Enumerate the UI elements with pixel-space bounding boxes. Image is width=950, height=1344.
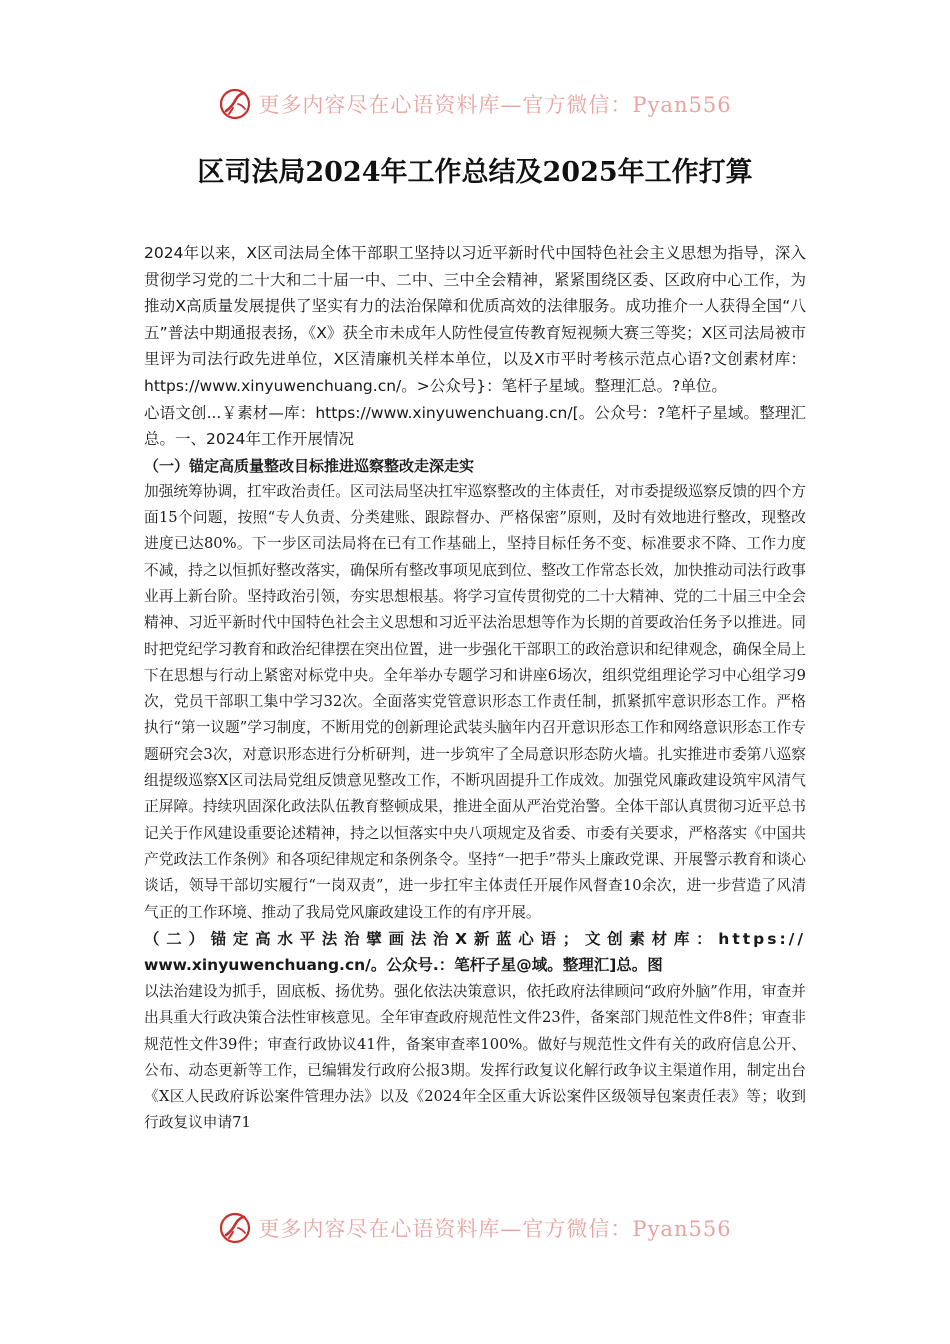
watermark-banner-top [0,84,950,124]
intro-paragraph-continued: 心语文创...￥素材—库：https://www.xinyuwenchuang.cn/[。公众号：?笔杆子星域。整理汇总。一、2024年工作开展情况 [144,403,806,449]
watermark-text: 更多内容尽在心语资料库—官方微信：Pyan556 [258,93,732,117]
section-heading-2 [144,926,806,979]
section-heading-1: （一）锚定高质量整改目标推进巡察整改走深走实 [144,456,475,475]
watermark-banner-bottom [0,1208,950,1248]
document-body [144,240,806,1137]
watermark-text: 更多内容尽在心语资料库—官方微信：Pyan556 [258,1217,732,1241]
section-heading-2-line-2: www.xinyuwenchuang.cn/。公众号.：笔杆子星@域。整理汇]总。图 [144,956,663,975]
section-1-paragraph: 加强统筹协调，扛牢政治责任。区司法局坚决扛牢巡察整改的主体责任，对市委提级巡察反馈的四个方面15个问题，按照“专人负责、分类建账、跟踪督办、严格保密”原则，及时有效地进行整改，现整改进度已达80%。下一步区司法局将在已有工作基础上，坚持目标任务不变、标准要求不降、工作力度不减，持之以恒抓好整改落实，确保所有整改事项见底到位、整改工作常态长效，加快推动司法行政事业再上新台阶。坚持政治引领，夯实思想根基。将学习宣传贯彻党的二十大精神、党的二十届三中全会精神、习近平新时代中国特色社会主义思想和习近平法治思想等作为长期的首要政治任务予以推进。同时把党纪学习教育和政治纪律摆在突出位置，进一步强化干部职工的政治意识和纪律观念，确保全局上下在思想与行动上紧密对标党中央。全年举办专题学习和讲座6场次，组织党组理论学习中心组学习9次，党员干部职工集中学习32次。全面落实党管意识形态工作责任制，抓紧抓牢意识形态工作。严格执行“第一议题”学习制度，不断用党的创新理论武装头脑年内召开意识形态工作和网络意识形态工作专题研究会3次，对意识形态进行分析研判，进一步筑牢了全局意识形态防火墙。扎实推进市委第八巡察组提级巡察X区司法局党组反馈意见整改工作，不断巩固提升工作成效。加强党风廉政建设筑牢风清气正屏障。持续巩固深化政法队伍教育整顿成果，推进全面从严治党治警。全体干部认真贯彻习近平总书记关于作风建设重要论述精神，持之以恒落实中央八项规定及省委、市委有关要求，严格落实《中国共产党政法工作条例》和各项纪律规定和条例条令。坚持“一把手”带头上廉政党课、开展警示教育和谈心谈话，领导干部切实履行“一岗双责”，进一步扛牢主体责任开展作风督查10余次，进一步营造了风清气正的工作环境、推动了我局党风廉政建设工作的有序开展。 [144,482,806,921]
pen-hand-logo-icon [218,1211,252,1245]
section-heading-2-line-1: （二）锚定高水平法治擘画法治X新蓝心语；文创素材库：https:// [144,929,806,948]
pen-hand-logo-icon [218,87,252,121]
section-2-paragraph: 以法治建设为抓手，固底板、扬优势。强化依法决策意识，依托政府法律顾问“政府外脑”作用，审查并出具重大行政决策合法性审核意见。全年审查政府规范性文件23件，备案部门规范性文件8件；审查非规范性文件39件；审查行政协议41件，备案审查率100%。做好与规范性文件有关的政府信息公开、公布、动态更新等工作，已编辑发行政府公报3期。发挥行政复议化解行政争议主渠道作用，制定出台《X区人民政府诉讼案件管理办法》以及《2024年全区重大诉讼案件区级领导包案责任表》等；收到行政复议申请71 [144,982,806,1132]
intro-paragraph: 2024年以来，X区司法局全体干部职工坚持以习近平新时代中国特色社会主义思想为指导，深入贯彻学习党的二十大和二十届一中、二中、三中全会精神，紧紧围绕区委、区政府中心工作，为推动X高质量发展提供了坚实有力的法治保障和优质高效的法律服务。成功推介一人获得全国“八五”普法中期通报表扬，《X》获全市未成年人防性侵宣传教育短视频大赛三等奖；X区司法局被市里评为司法行政先进单位，X区清廉机关样本单位，以及X市平时考核示范点心语?文创素材库：https://www.xinyuwenchuang.cn/。>公众号}：笔杆子星域。整理汇总。?单位。 [144,244,806,395]
document-title: 区司法局2024年工作总结及2025年工作打算 [197,157,753,188]
